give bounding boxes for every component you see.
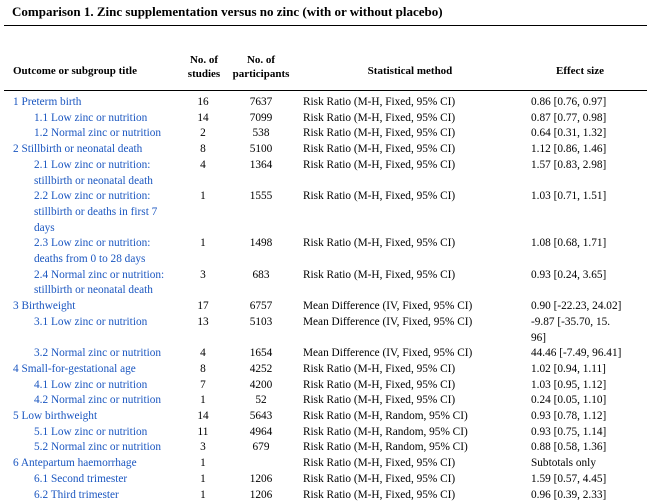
studies-count: 3: [190, 440, 216, 456]
studies-count: 2: [190, 126, 216, 142]
studies-count: 14: [190, 409, 216, 425]
effect-line: 0.86 [0.76, 0.97]: [531, 95, 606, 111]
statistical-method: Risk Ratio (M-H, Random, 95% CI): [303, 425, 468, 441]
studies-count: 4: [190, 158, 216, 174]
participants-count: 4252: [243, 362, 279, 378]
outcome-label[interactable]: [13, 299, 75, 315]
statistical-method: Risk Ratio (M-H, Fixed, 95% CI): [303, 126, 455, 142]
effect-size: [531, 472, 606, 488]
studies-count: 8: [190, 142, 216, 158]
outcome-label[interactable]: [34, 346, 161, 362]
outcome-label[interactable]: [34, 488, 119, 503]
effect-size: [531, 268, 606, 284]
statistical-method: Risk Ratio (M-H, Fixed, 95% CI): [303, 362, 455, 378]
outcome-line: 4.1 Low zinc or nutrition: [34, 378, 147, 394]
effect-size: [531, 409, 606, 425]
participants-count: 5100: [243, 142, 279, 158]
studies-count: 11: [190, 425, 216, 441]
effect-line: 0.90 [-22.23, 24.02]: [531, 299, 621, 315]
effect-size: [531, 142, 606, 158]
participants-count: 683: [243, 268, 279, 284]
participants-count: 1364: [243, 158, 279, 174]
studies-count: 1: [190, 472, 216, 488]
outcome-line: 3.1 Low zinc or nutrition: [34, 315, 147, 331]
studies-count: 1: [190, 236, 216, 252]
table-title: Comparison 1. Zinc supplementation versus no zinc (with or without placebo): [12, 4, 443, 20]
effect-size: [531, 425, 606, 441]
effect-line: -9.87 [-35.70, 15.: [531, 315, 610, 331]
statistical-method: Risk Ratio (M-H, Random, 95% CI): [303, 440, 468, 456]
effect-size: [531, 111, 606, 127]
outcome-label[interactable]: [34, 472, 127, 488]
effect-line: 1.12 [0.86, 1.46]: [531, 142, 606, 158]
header-studies-line2: studies: [182, 67, 226, 81]
statistical-method: Risk Ratio (M-H, Fixed, 95% CI): [303, 488, 455, 503]
outcome-label[interactable]: [13, 95, 81, 111]
effect-line: 1.59 [0.57, 4.45]: [531, 472, 606, 488]
studies-count: 13: [190, 315, 216, 331]
outcome-line: stillbirth or deaths in first 7: [34, 205, 157, 221]
outcome-label[interactable]: [34, 111, 147, 127]
studies-count: 7: [190, 378, 216, 394]
outcome-line: 3 Birthweight: [13, 299, 75, 315]
participants-count: 538: [243, 126, 279, 142]
outcome-label[interactable]: [13, 456, 137, 472]
studies-count: 1: [190, 393, 216, 409]
outcome-label[interactable]: [34, 268, 164, 299]
effect-size: [531, 456, 596, 472]
statistical-method: Mean Difference (IV, Fixed, 95% CI): [303, 315, 472, 331]
outcome-line: 2.4 Normal zinc or nutrition:: [34, 268, 164, 284]
outcome-label[interactable]: [34, 315, 147, 331]
header-method: Statistical method: [343, 64, 477, 78]
participants-count: 7099: [243, 111, 279, 127]
outcome-line: 1.1 Low zinc or nutrition: [34, 111, 147, 127]
statistical-method: Risk Ratio (M-H, Fixed, 95% CI): [303, 393, 455, 409]
outcome-line: 2.2 Low zinc or nutrition:: [34, 189, 157, 205]
effect-size: [531, 236, 606, 252]
header-studies-line1: No. of: [182, 53, 226, 67]
header-effect: Effect size: [548, 64, 612, 78]
header-outcome: Outcome or subgroup title: [13, 64, 137, 78]
outcome-line: 6 Antepartum haemorrhage: [13, 456, 137, 472]
outcome-label[interactable]: [34, 158, 153, 189]
outcome-label[interactable]: [34, 393, 161, 409]
effect-size: [531, 126, 606, 142]
effect-size: [531, 362, 606, 378]
outcome-line: 3.2 Normal zinc or nutrition: [34, 346, 161, 362]
statistical-method: Risk Ratio (M-H, Fixed, 95% CI): [303, 268, 455, 284]
outcome-line: days: [34, 221, 157, 237]
studies-count: 17: [190, 299, 216, 315]
outcome-label[interactable]: [34, 189, 157, 236]
effect-line: 0.93 [0.24, 3.65]: [531, 268, 606, 284]
participants-count: 5643: [243, 409, 279, 425]
participants-count: 679: [243, 440, 279, 456]
header-participants-line1: No. of: [229, 53, 293, 67]
outcome-label[interactable]: [34, 440, 161, 456]
outcome-line: 5.1 Low zinc or nutrition: [34, 425, 147, 441]
outcome-line: 4.2 Normal zinc or nutrition: [34, 393, 161, 409]
effect-line: 96]: [531, 331, 610, 347]
effect-line: Subtotals only: [531, 456, 596, 472]
participants-count: 6757: [243, 299, 279, 315]
studies-count: 1: [190, 456, 216, 472]
studies-count: 8: [190, 362, 216, 378]
outcome-line: stillbirth or neonatal death: [34, 283, 164, 299]
participants-count: 7637: [243, 95, 279, 111]
effect-size: [531, 299, 621, 315]
studies-count: 4: [190, 346, 216, 362]
participants-count: 1206: [243, 472, 279, 488]
outcome-line: 6.1 Second trimester: [34, 472, 127, 488]
statistical-method: Mean Difference (IV, Fixed, 95% CI): [303, 346, 472, 362]
outcome-line: stillbirth or neonatal death: [34, 174, 153, 190]
studies-count: 1: [190, 189, 216, 205]
effect-line: 1.03 [0.95, 1.12]: [531, 378, 606, 394]
statistical-method: Risk Ratio (M-H, Fixed, 95% CI): [303, 456, 455, 472]
effect-line: 1.08 [0.68, 1.71]: [531, 236, 606, 252]
outcome-label[interactable]: [34, 378, 147, 394]
effect-line: 0.87 [0.77, 0.98]: [531, 111, 606, 127]
effect-size: [531, 346, 621, 362]
outcome-label[interactable]: [13, 409, 97, 425]
outcome-line: deaths from 0 to 28 days: [34, 252, 150, 268]
statistical-method: Risk Ratio (M-H, Fixed, 95% CI): [303, 158, 455, 174]
statistical-method: Risk Ratio (M-H, Fixed, 95% CI): [303, 111, 455, 127]
statistical-method: Risk Ratio (M-H, Fixed, 95% CI): [303, 189, 455, 205]
studies-count: 16: [190, 95, 216, 111]
effect-size: [531, 158, 606, 174]
outcome-line: 6.2 Third trimester: [34, 488, 119, 503]
effect-size: [531, 393, 606, 409]
statistical-method: Risk Ratio (M-H, Fixed, 95% CI): [303, 142, 455, 158]
statistical-method: Risk Ratio (M-H, Fixed, 95% CI): [303, 95, 455, 111]
participants-count: 1654: [243, 346, 279, 362]
statistical-method: Risk Ratio (M-H, Fixed, 95% CI): [303, 378, 455, 394]
outcome-label[interactable]: [13, 362, 136, 378]
participants-count: 5103: [243, 315, 279, 331]
outcome-line: 1 Preterm birth: [13, 95, 81, 111]
outcome-line: 5 Low birthweight: [13, 409, 97, 425]
outcome-label[interactable]: [34, 126, 161, 142]
participants-count: 1206: [243, 488, 279, 503]
effect-line: 0.93 [0.75, 1.14]: [531, 425, 606, 441]
studies-count: 14: [190, 111, 216, 127]
outcome-line: 2.1 Low zinc or nutrition:: [34, 158, 153, 174]
outcome-line: 2 Stillbirth or neonatal death: [13, 142, 142, 158]
effect-line: 1.57 [0.83, 2.98]: [531, 158, 606, 174]
statistical-method: Risk Ratio (M-H, Random, 95% CI): [303, 409, 468, 425]
outcome-line: 5.2 Normal zinc or nutrition: [34, 440, 161, 456]
studies-count: 1: [190, 488, 216, 503]
statistical-method: Risk Ratio (M-H, Fixed, 95% CI): [303, 472, 455, 488]
effect-line: 0.96 [0.39, 2.33]: [531, 488, 606, 503]
header-participants-line2: participants: [229, 67, 293, 81]
effect-size: [531, 440, 606, 456]
participants-count: 1498: [243, 236, 279, 252]
outcome-line: 1.2 Normal zinc or nutrition: [34, 126, 161, 142]
studies-count: 3: [190, 268, 216, 284]
participants-count: 52: [243, 393, 279, 409]
effect-line: 0.93 [0.78, 1.12]: [531, 409, 606, 425]
participants-count: 4200: [243, 378, 279, 394]
effect-line: 0.88 [0.58, 1.36]: [531, 440, 606, 456]
outcome-label[interactable]: [13, 142, 142, 158]
outcome-line: 4 Small-for-gestational age: [13, 362, 136, 378]
statistical-method: Risk Ratio (M-H, Fixed, 95% CI): [303, 236, 455, 252]
statistical-method: Mean Difference (IV, Fixed, 95% CI): [303, 299, 472, 315]
effect-size: [531, 95, 606, 111]
effect-size: [531, 315, 610, 346]
effect-line: 1.03 [0.71, 1.51]: [531, 189, 606, 205]
participants-count: 1555: [243, 189, 279, 205]
effect-size: [531, 378, 606, 394]
effect-size: [531, 189, 606, 205]
outcome-line: 2.3 Low zinc or nutrition:: [34, 236, 150, 252]
effect-size: [531, 488, 606, 503]
effect-line: 0.24 [0.05, 1.10]: [531, 393, 606, 409]
effect-line: 1.02 [0.94, 1.11]: [531, 362, 606, 378]
outcome-label[interactable]: [34, 425, 147, 441]
participants-count: 4964: [243, 425, 279, 441]
effect-line: 0.64 [0.31, 1.32]: [531, 126, 606, 142]
effect-line: 44.46 [-7.49, 96.41]: [531, 346, 621, 362]
outcome-label[interactable]: [34, 236, 150, 267]
